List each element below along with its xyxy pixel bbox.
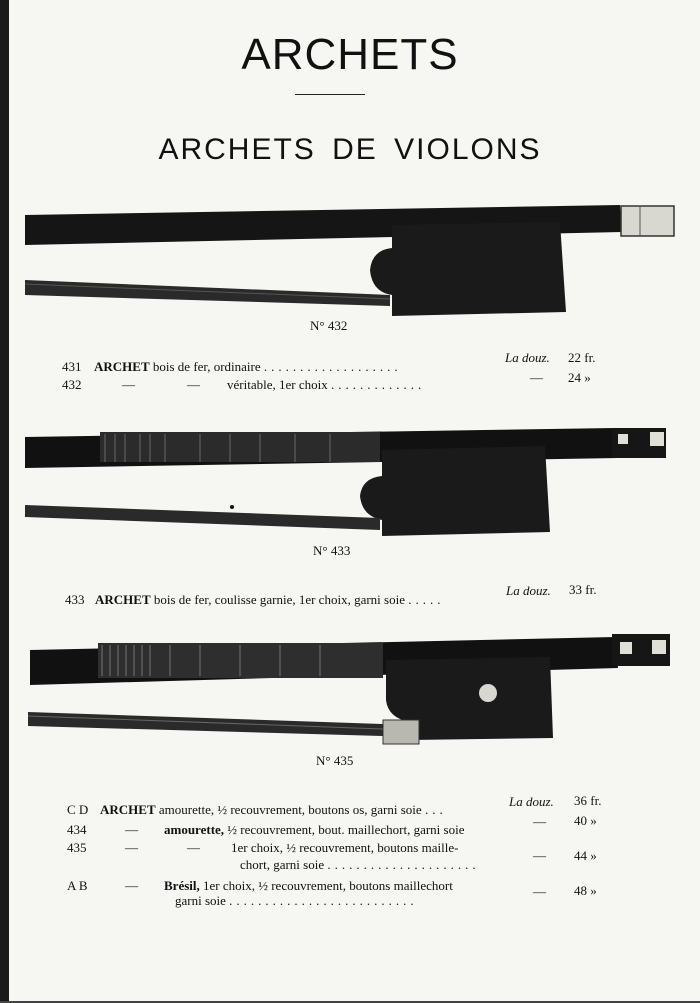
title-divider [295,94,365,95]
bow-432-image [0,200,700,325]
item-name: Brésil, [164,878,200,893]
item-description: chort, garni soie [240,857,325,872]
figure-caption: N° 435 [316,753,354,768]
item-description: ½ recouvrement, bout. maillechort, garni soie [227,822,465,837]
unit-label: — [533,814,546,829]
price: 36 fr. [574,793,602,808]
item-description: garni soie [175,893,226,908]
item-number: 433 [65,592,85,607]
item-number: 432 [62,377,82,392]
price: 33 fr. [569,582,597,597]
price: 40 » [574,813,597,828]
unit-label: — [533,848,546,863]
unit-label: — [530,370,543,385]
price: 24 » [568,370,591,385]
item-number: A B [67,878,88,893]
item-name: ARCHET [94,359,150,374]
item-description: véritable, 1er choix [227,377,328,392]
figure-caption: N° 432 [310,318,348,333]
table-row-continuation: chort, garni soie ..................... [240,857,480,872]
price: 22 fr. [568,350,596,365]
item-number: 435 [67,840,87,855]
price: 44 » [574,848,597,863]
item-description: 1er choix, ½ recouvrement, boutons maille- [231,840,459,855]
price: 48 » [574,883,597,898]
unit-label: — [533,884,546,899]
item-description: bois de fer, ordinaire [152,359,261,374]
page-title: ARCHETS [241,30,459,79]
table-row-continuation: garni soie .......................... [175,893,418,908]
section-title: ARCHETS DE VIOLONS [158,133,542,166]
figure-caption: N° 433 [313,543,351,558]
item-description: amourette, ½ recouvrement, boutons os, garni soie [158,802,422,817]
unit-label: La douz. [505,350,550,365]
item-number: C D [67,802,89,817]
unit-label: La douz. [509,794,554,809]
item-description: bois de fer, coulisse garnie, 1er choix, garni soie [153,592,405,607]
item-description: 1er choix, ½ recouvrement, boutons maillechort [203,878,453,893]
unit-label: La douz. [506,583,551,598]
item-number: 431 [62,359,82,374]
item-number: 434 [67,822,87,837]
bow-435-image [0,630,700,755]
item-name: ARCHET [95,592,151,607]
item-name: amourette, [164,822,225,837]
bow-433-image [0,420,700,545]
item-name: ARCHET [100,802,156,817]
